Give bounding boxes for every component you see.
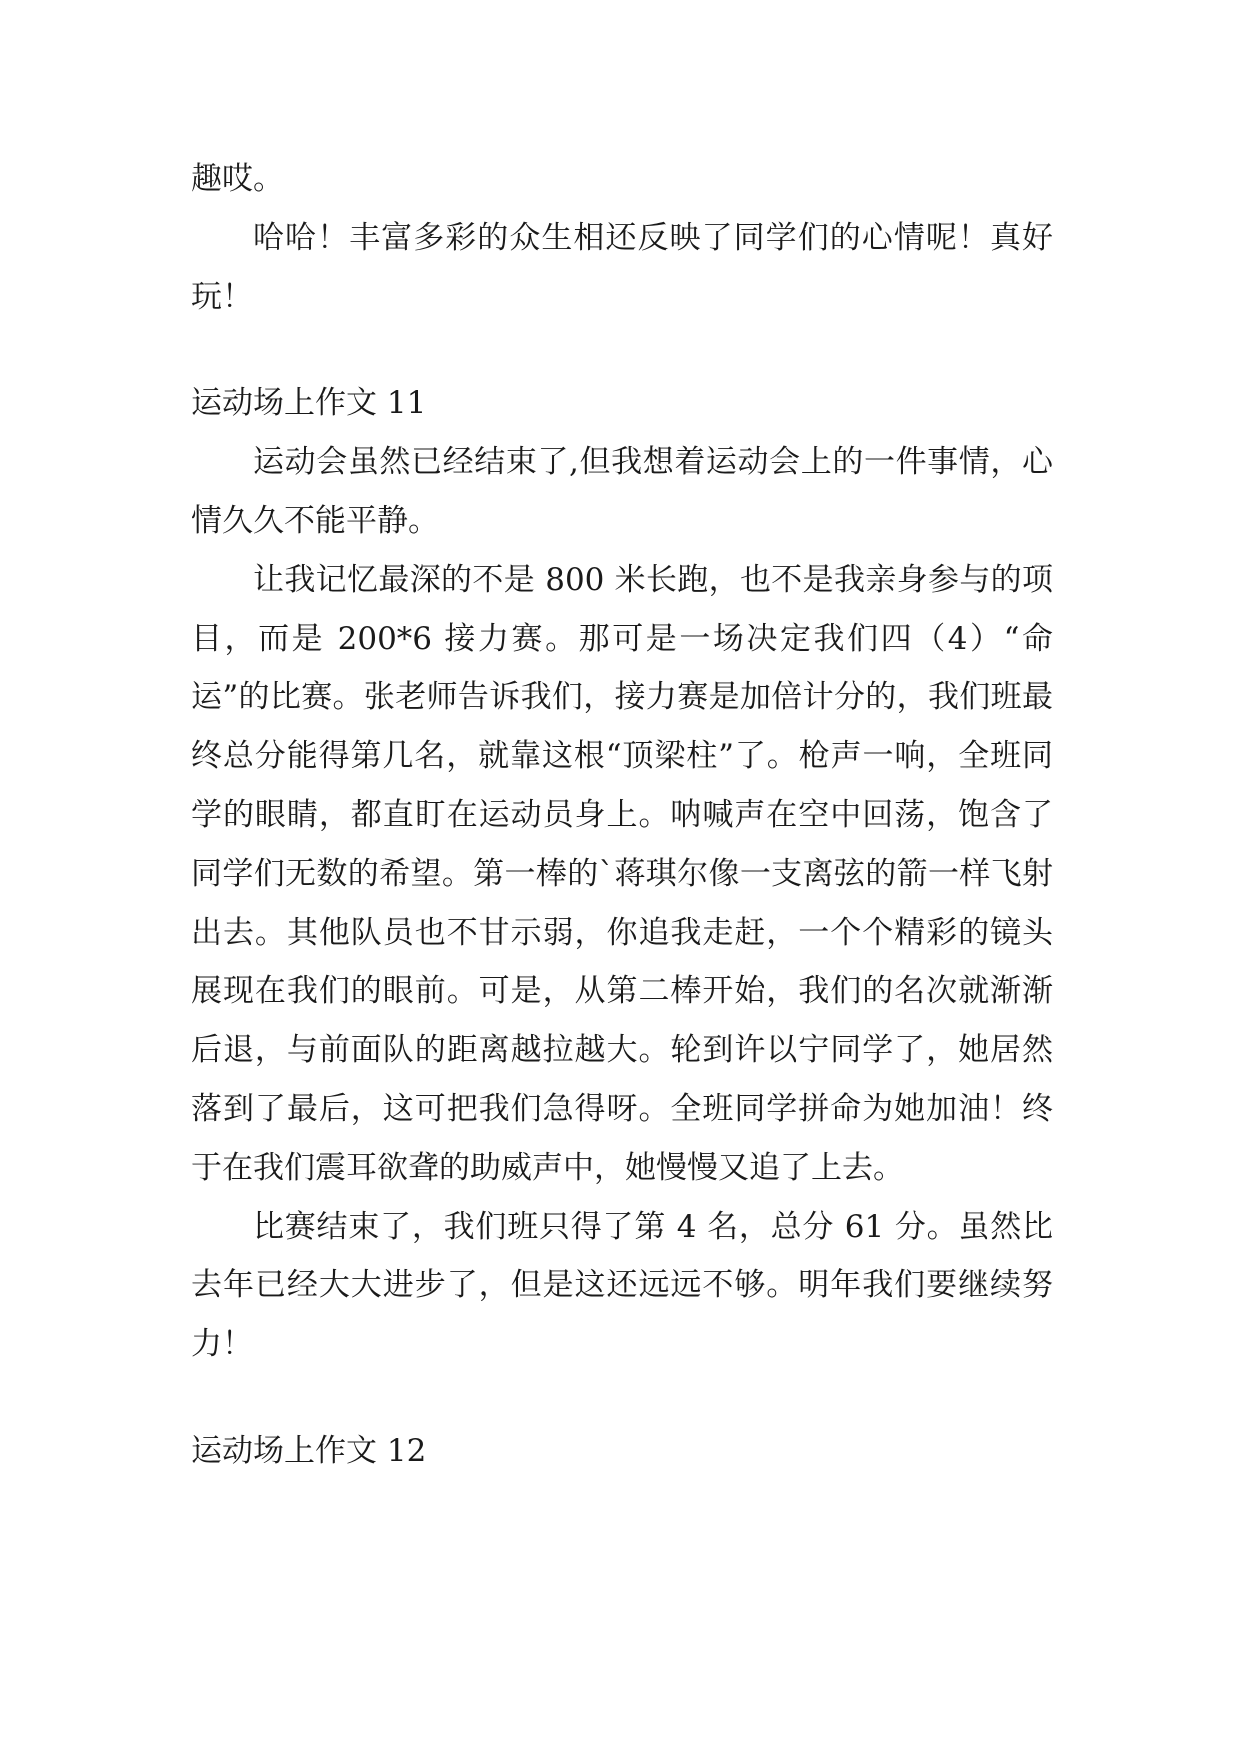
document-page bbox=[191, 150, 1053, 1481]
section-11-paragraph-1: 运动会虽然已经结束了,但我想着运动会上的一件事情，心情久久不能平静。 bbox=[191, 444, 1053, 539]
continuation-text: 趣哎。 bbox=[191, 161, 284, 197]
section-title-11: 运动场上作文 11 bbox=[191, 385, 427, 422]
section-11-paragraph-2: 让我记忆最深的不是 800 米长跑，也不是我亲身参与的项目，而是 200*6 接力赛。那可是一场决定我们四（4）“命运”的比赛。张老师告诉我们，接力赛是加倍计分的，我们班最终总分能得第几名，就靠这根“顶梁柱”了。枪声一响，全班同学的眼睛，都直盯在运动员身上。呐喊声在空中回荡，饱含了同学们无数的希望。第一棒的`蒋琪尔像一支离弦的箭一样飞射出去。其他队员也不甘示弱，你追我走赶，一个个精彩的镜头展现在我们的眼前。可是，从第二棒开始，我们的名次就渐渐后退，与前面队的距离越拉越大。轮到许以宁同学了，她居然落到了最后，这可把我们急得呀。全班同学拼命为她加油！终于在我们震耳欲聋的助威声中，她慢慢又追了上去。 bbox=[191, 561, 1053, 1186]
section-title-12: 运动场上作文 12 bbox=[191, 1432, 427, 1469]
section-11-paragraph-3: 比赛结束了，我们班只得了第 4 名，总分 61 分。虽然比去年已经大大进步了，但是这还远远不够。明年我们要继续努力！ bbox=[191, 1208, 1053, 1363]
closing-paragraph: 哈哈！丰富多彩的众生相还反映了同学们的心情呢！真好玩！ bbox=[191, 219, 1053, 315]
